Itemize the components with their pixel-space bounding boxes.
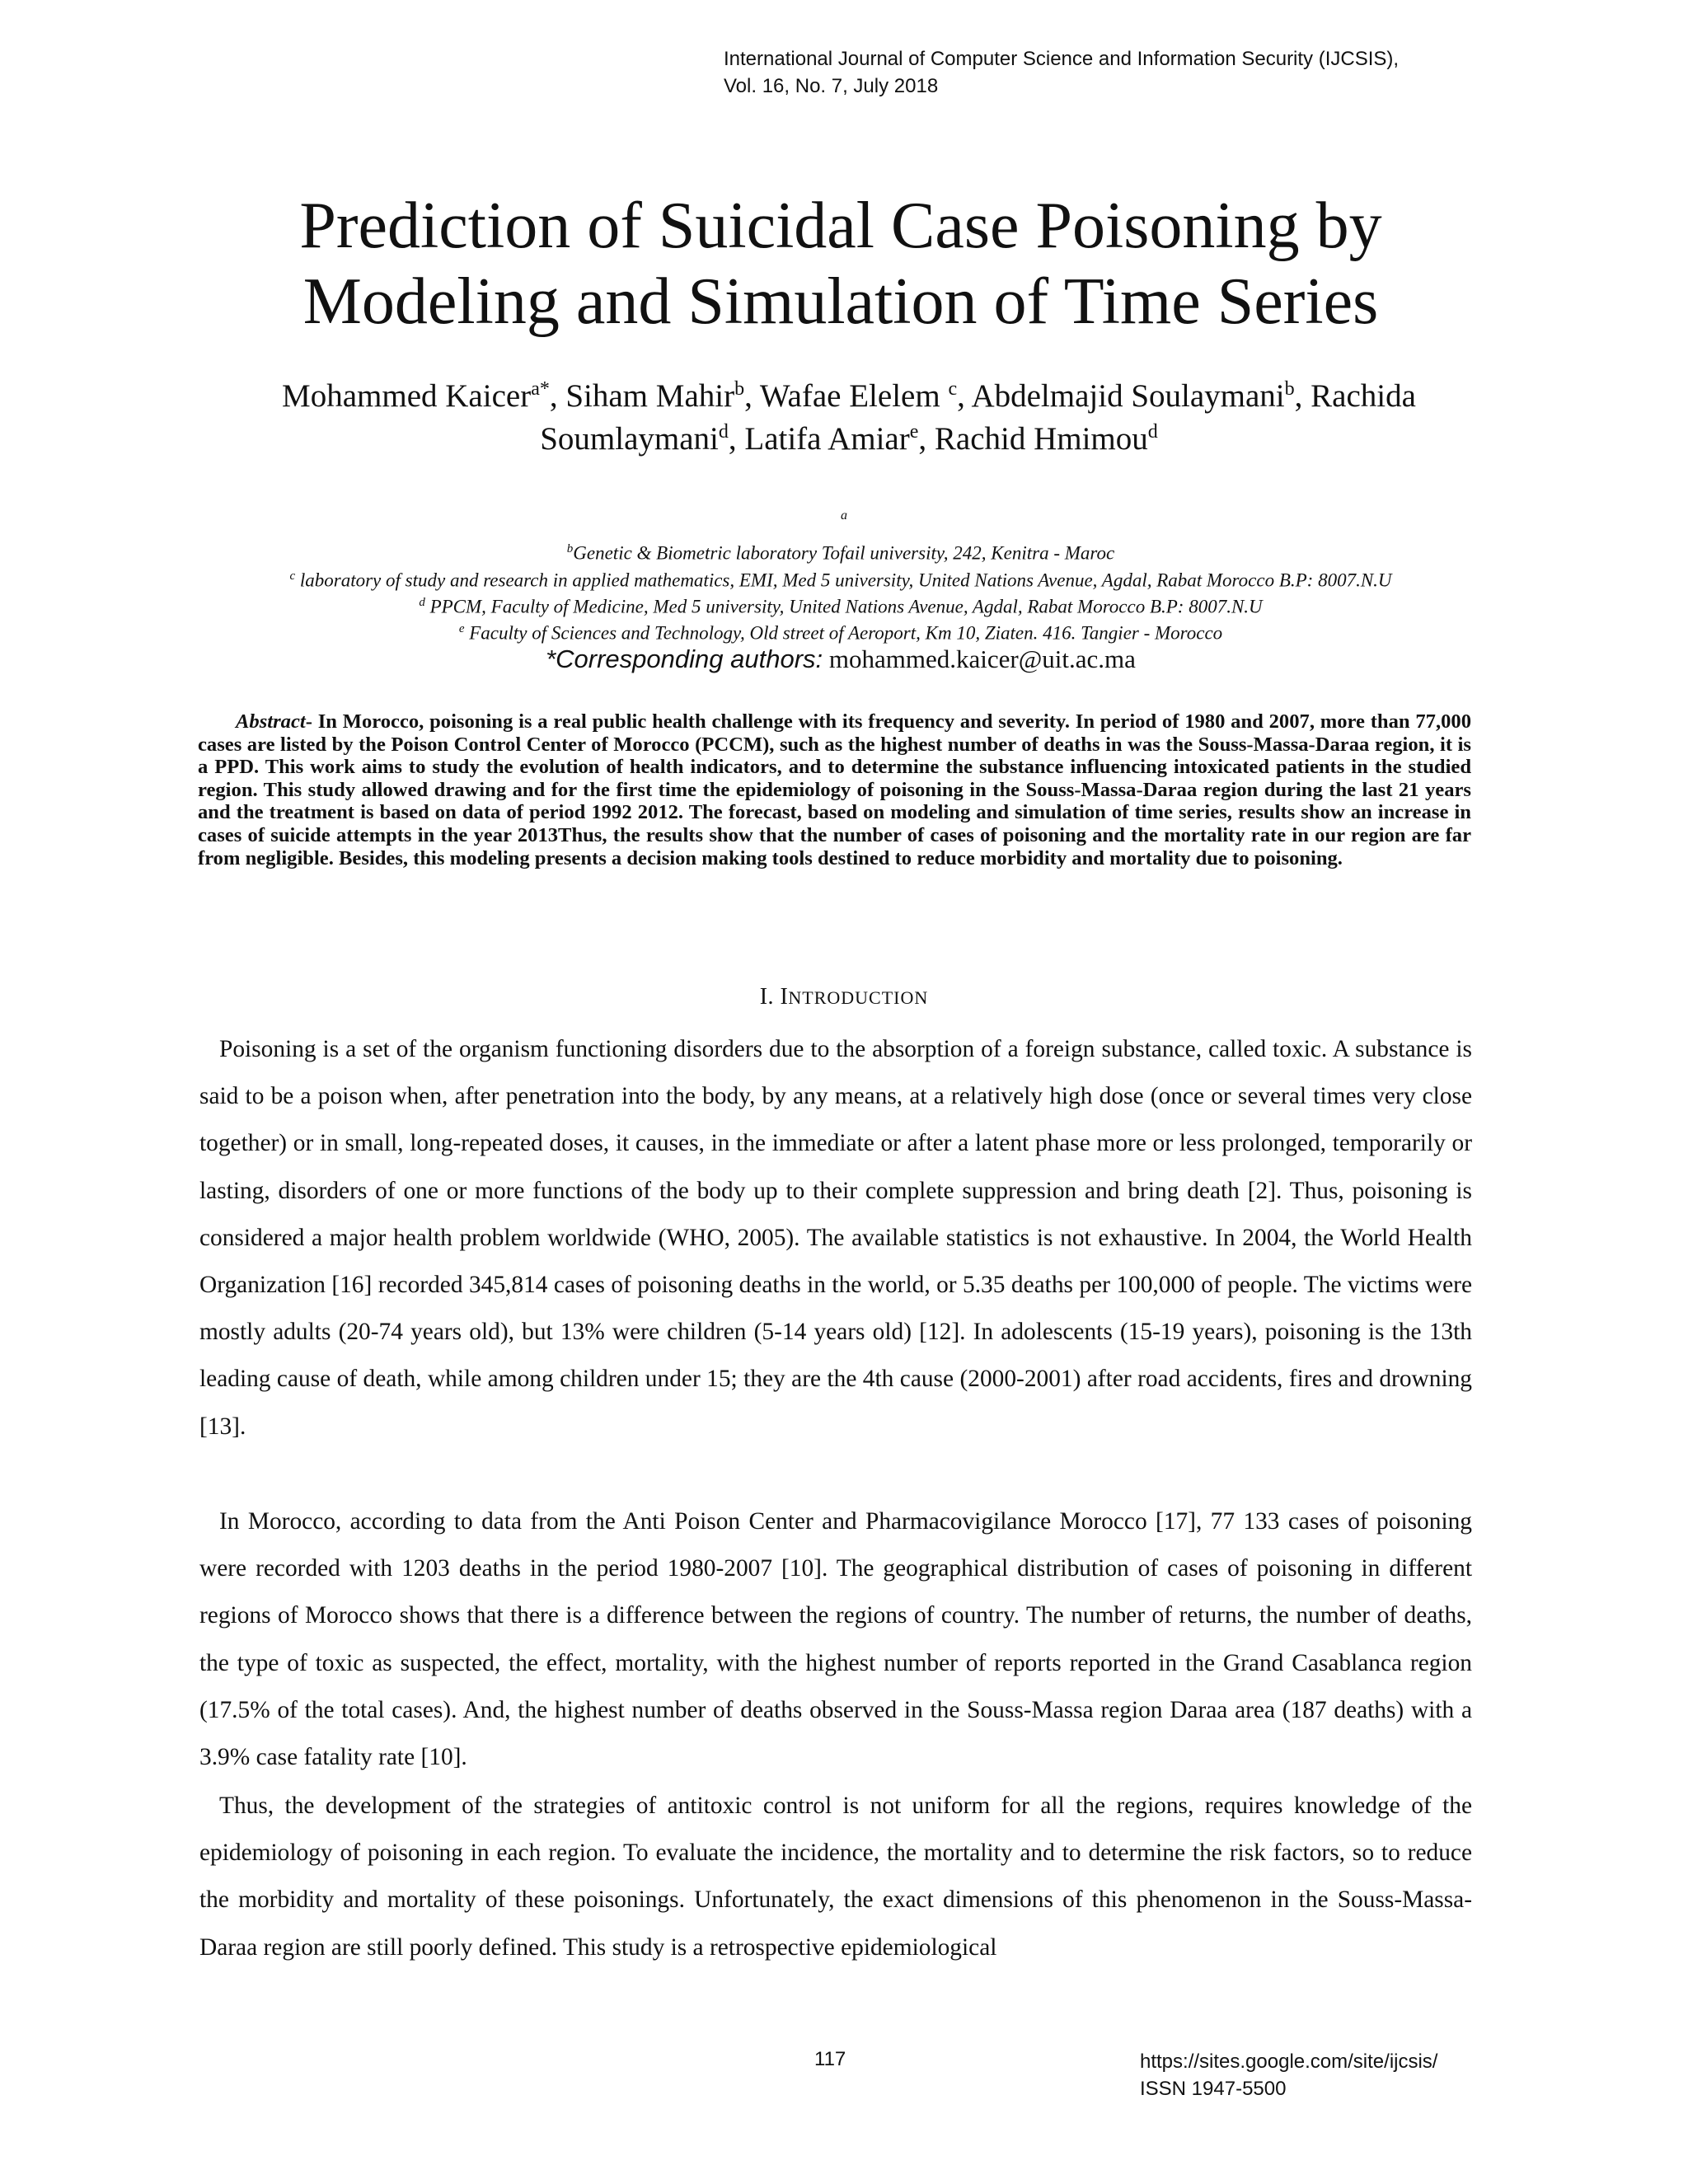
author-affiliation-mark: a* [531,378,550,400]
corresponding-author [148,643,1533,676]
abstract-text: - In Morocco, poisoning is a real public health challenge with its frequency and severity. In period of 1980 and 2007, more than 77,000 cases are listed by the Poison Control Center of Morocco (PCCM), such as the highest number of deaths in was the Souss-Massa-Daraa region, it is a PPD. This work aims to study the evolution of health indicators, and to determine the substance influencing intoxicated patients in the studied region. This study allowed drawing and for the first time the epidemiology of poisoning in the Souss-Massa-Daraa region during the last 21 years and the treatment is based on data of period 1992 2012. The forecast, based on modeling and simulation of time series, results show an increase in cases of suicide attempts in the year 2013Thus, the results show that the number of cases of poisoning and the mortality rate in our region are far from negligible. Besides, this modeling presents a decision making tools destined to reduce morbidity and mortality due to poisoning. [198,710,1471,869]
body-paragraph: Poisoning is a set of the organism functioning disorders due to the absorption of a foreign substance, called toxic. A substance is said to be a poison when, after penetration into the body, by any means, at a relatively high dose (once or several times very close together) or in small, long-repeated doses, it causes, in the immediate or after a latent phase more or less prolonged, temporarily or lasting, disorders of one or more functions of the body up to their complete suppression and bring death [2]. Thus, poisoning is considered a major health problem worldwide (WHO, 2005). The available statistics is not exhaustive. In 2004, the World Health Organization [16] recorded 345,814 cases of poisoning deaths in the world, or 5.35 deaths per 100,000 of people. The victims were mostly adults (20-74 years old), but 13% were children (5-14 years old) [12]. In adolescents (15-19 years), poisoning is the 13th leading cause of death, while among children under 15; they are the 4th cause (2000-2001) after road accidents, fires and drowning [13]. [199,1036,1472,1440]
author-affiliation-mark: d [718,421,729,443]
author-name: Rachida Soumlaymani [540,378,1416,457]
section-title-rest: NTRODUCTION [788,987,929,1008]
affiliation-c [148,564,1533,593]
corresponding-label: *Corresponding authors: [546,644,823,673]
author-name: Latifa Amiar [744,421,910,457]
author-name: Abdelmajid Soulaymani [971,378,1285,414]
section-title-initial: I [780,984,789,1010]
affiliation-mark: e [458,622,465,635]
author-name: Mohammed Kaicer [282,378,532,414]
journal-header [724,45,1399,100]
corresponding-email[interactable]: mohammed.kaicer@uit.ac.ma [823,644,1136,673]
page-number: 117 [814,2048,846,2070]
author-list: Mohammed Kaicer$^{a*}$, Siham Mahir$^b$, Wafae Elelem $^c$, Abdelmajid Soulaymani$^b$, Rachida Soumlaymani$^d$, Latifa Amiar$^e$, Rachid Hmimou$^d$ [282,378,1416,457]
affiliation-mark: c [289,569,296,583]
affiliation-mark: b [566,542,574,555]
section-number: I. [759,984,775,1010]
author-name: Siham Mahir [565,378,735,414]
journal-volume: Vol. 16, No. 7, July 2018 [724,75,939,97]
author-affiliation-mark: b [734,378,745,400]
body-paragraph: Thus, the development of the strategies of antitoxic control is not uniform for all the regions, requires knowledge of the epidemiology of poisoning in each region. To evaluate the incidence, the mortality and to determine the risk factors, so to reduce the morbidity and mortality of these poisonings. Unfortunately, the exact dimensions of this phenomenon in the Souss-Massa-Daraa region are still poorly defined. This study is a retrospective epidemiological [199,1793,1472,1961]
affiliation-a-mark: a [841,509,847,523]
affiliation-text: Genetic & Biometric laboratory Tofail university, 242, Kenitra - Maroc [573,542,1115,564]
author-name: Wafae Elelem [759,378,949,414]
paper-title [165,188,1517,340]
footer-info [1140,2048,1437,2102]
author-affiliation-mark: d [1147,421,1158,443]
footer-url[interactable]: https://sites.google.com/site/ijcsis/ [1140,2050,1438,2073]
author-affiliation-mark: c [948,378,958,400]
affiliation-text: Faculty of Sciences and Technology, Old street of Aeroport, Km 10, Ziaten. 416. Tangier - Morocco [464,622,1223,644]
section-heading [0,984,1688,1010]
affiliation-e [148,616,1533,646]
body-paragraph: In Morocco, according to data from the Anti Poison Center and Pharmacovigilance Morocco [17], 77 133 cases of poisoning were recorded with 1203 deaths in the period 1980-2007 [10]. The geographical distribution of cases of poisoning in different regions of Morocco shows that there is a difference between the regions of country. The number of returns, the number of deaths, the type of toxic as suspected, the effect, mortality, with the highest number of reports reported in the Grand Casablanca region (17.5% of the total cases). And, the highest number of deaths observed in the Souss-Massa region Daraa area (187 deaths) with a 3.9% case fatality rate [10]. [199,1508,1472,1771]
affiliation-b [148,537,1533,566]
affiliation-text: laboratory of study and research in applied mathematics, EMI, Med 5 university, United Nations Avenue, Agdal, Rabat Morocco B.P: 8007.N.U [295,569,1392,591]
abstract [198,710,1471,869]
author-name: Rachid Hmimou [934,421,1148,457]
title-line-2: Modeling and Simulation of Time Series [302,265,1379,338]
journal-name: International Journal of Computer Science and Information Security (IJCSIS), [724,48,1400,70]
abstract-label: Abstract [236,710,306,733]
affiliation-text: PPCM, Faculty of Medicine, Med 5 university, United Nations Avenue, Agdal, Rabat Morocco B.P: 8007.N.U [424,596,1263,617]
affiliation-d [148,590,1533,620]
footer-issn: ISSN 1947-5500 [1140,2078,1287,2100]
affiliation-mark: d [419,596,425,609]
title-line-1: Prediction of Suicidal Case Poisoning by [299,190,1382,262]
author-affiliation-mark: e [909,421,919,443]
author-affiliation-mark: b [1284,378,1295,400]
